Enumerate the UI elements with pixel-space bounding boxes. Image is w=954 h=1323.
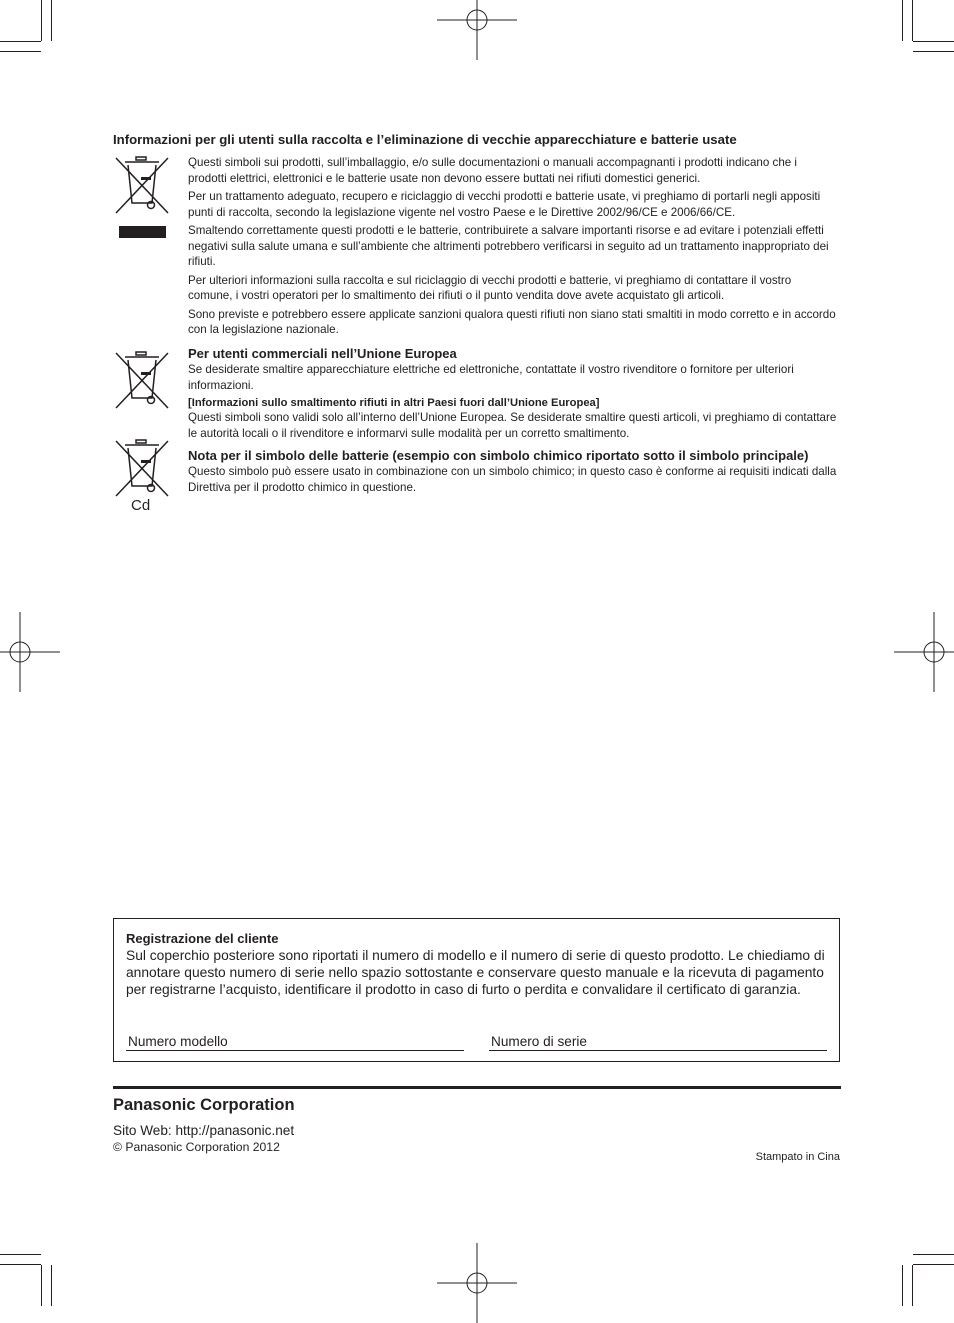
intro-paragraph: Sono previste e potrebbero essere applicate sanzioni qualora questi rifiuti non siano stati smaltiti in modo corretto e in accordo con la legislazione nazionale. [188, 307, 836, 336]
outside-eu-text: Questi simboli sono validi solo all’interno dell’Unione Europea. Se desiderate smaltire questi articoli, vi preghiamo di contattare le autorità locali o il rivenditore e informarvi sulle modalità per un corretto smaltimento. [188, 411, 837, 440]
outside-eu-heading: [Informazioni sullo smaltimento rifiuti in altri Paesi fuori dall’Unione Europea] [188, 397, 600, 409]
registration-mark-icon [437, 1243, 517, 1323]
intro-paragraph: Smaltendo correttamente questi prodotti e le batterie, contribuirete a salvare importanti risorse e ad evitare i potenziali effetti negativi sulla salute umana e sull’ambiente che altrimenti potrebbero verificarsi in seguito ad un trattamento inappropriato dei rifiuti. [188, 224, 829, 268]
registration-mark-icon [0, 612, 60, 692]
business-heading: Per utenti commerciali nell’Unione Europea [188, 346, 457, 361]
battery-text: Questo simbolo può essere usato in combinazione con un simbolo chimico; in questo caso è conforme ai requisiti indicati dalla Direttiva per il prodotto chimico in questione. [188, 465, 837, 494]
registration-body: Sul coperchio posteriore sono riportati il numero di modello e il numero di serie di questo prodotto. Le chiediamo di annotare questo numero di serie nello spazio sottostante e conservare questo manuale e la ricevuta di pagamento per registrarne l’acquisto, identificare il prodotto in caso di furto o perdita e convalidare il certificato di garanzia. [126, 948, 825, 997]
model-number-field[interactable] [126, 1034, 464, 1051]
crossed-out-bin-icon [113, 438, 171, 500]
intro-section [188, 155, 838, 341]
business-users-section [188, 346, 838, 444]
serial-number-field[interactable] [489, 1034, 827, 1051]
intro-paragraph: Per ulteriori informazioni sulla raccolta e sul riciclaggio di vecchi prodotti e batterie, vi preghiamo di contattare il vostro comune, i vostri operatori per lo smaltimento dei rifiuti o il punto vendita dove avete acquistato gli articoli. [188, 273, 792, 302]
crossed-out-bin-icon [113, 350, 171, 412]
website-text: Sito Web: http://panasonic.net [113, 1123, 295, 1138]
registration-title: Registrazione del cliente [126, 931, 279, 946]
model-number-label: Numero modello [128, 1034, 228, 1049]
disposal-info-title: Informazioni per gli utenti sulla raccolta e l’eliminazione di vecchie apparecchiature e batterie usate [113, 132, 737, 147]
copyright-text: © Panasonic Corporation 2012 [113, 1140, 280, 1154]
footer-divider [113, 1086, 841, 1089]
battery-section [188, 448, 838, 498]
battery-heading: Nota per il simbolo delle batterie (esempio con simbolo chimico riportato sotto il simbolo principale) [188, 448, 809, 463]
chemical-symbol: Cd [131, 497, 151, 514]
registration-mark-icon [894, 612, 954, 692]
customer-registration-box [113, 918, 840, 1062]
business-text: Se desiderate smaltire apparecchiature elettriche ed elettroniche, contattate il vostro rivenditore o fornitore per ulteriori informazioni. [188, 363, 794, 392]
printed-in-text: Stampato in Cina [755, 1151, 840, 1163]
registration-mark-icon [437, 0, 517, 60]
company-name: Panasonic Corporation [113, 1096, 295, 1114]
intro-paragraph: Per un trattamento adeguato, recupero e riciclaggio di vecchi prodotti e batterie usate, vi preghiamo di portarli negli appositi punti di raccolta, secondo la legislazione vigente nel vostro Paese e le Direttive 2002/96/CE e 2006/66/CE. [188, 190, 821, 219]
serial-number-label: Numero di serie [491, 1034, 587, 1049]
crossed-out-bin-icon [113, 155, 171, 239]
intro-paragraph: Questi simboli sui prodotti, sull’imballaggio, e/o sulle documentazioni o manuali accompagnanti i prodotti indicano che i prodotti elettrici, elettronici e le batterie usate non devono essere buttati nei rifiuti domestici generici. [188, 156, 798, 185]
